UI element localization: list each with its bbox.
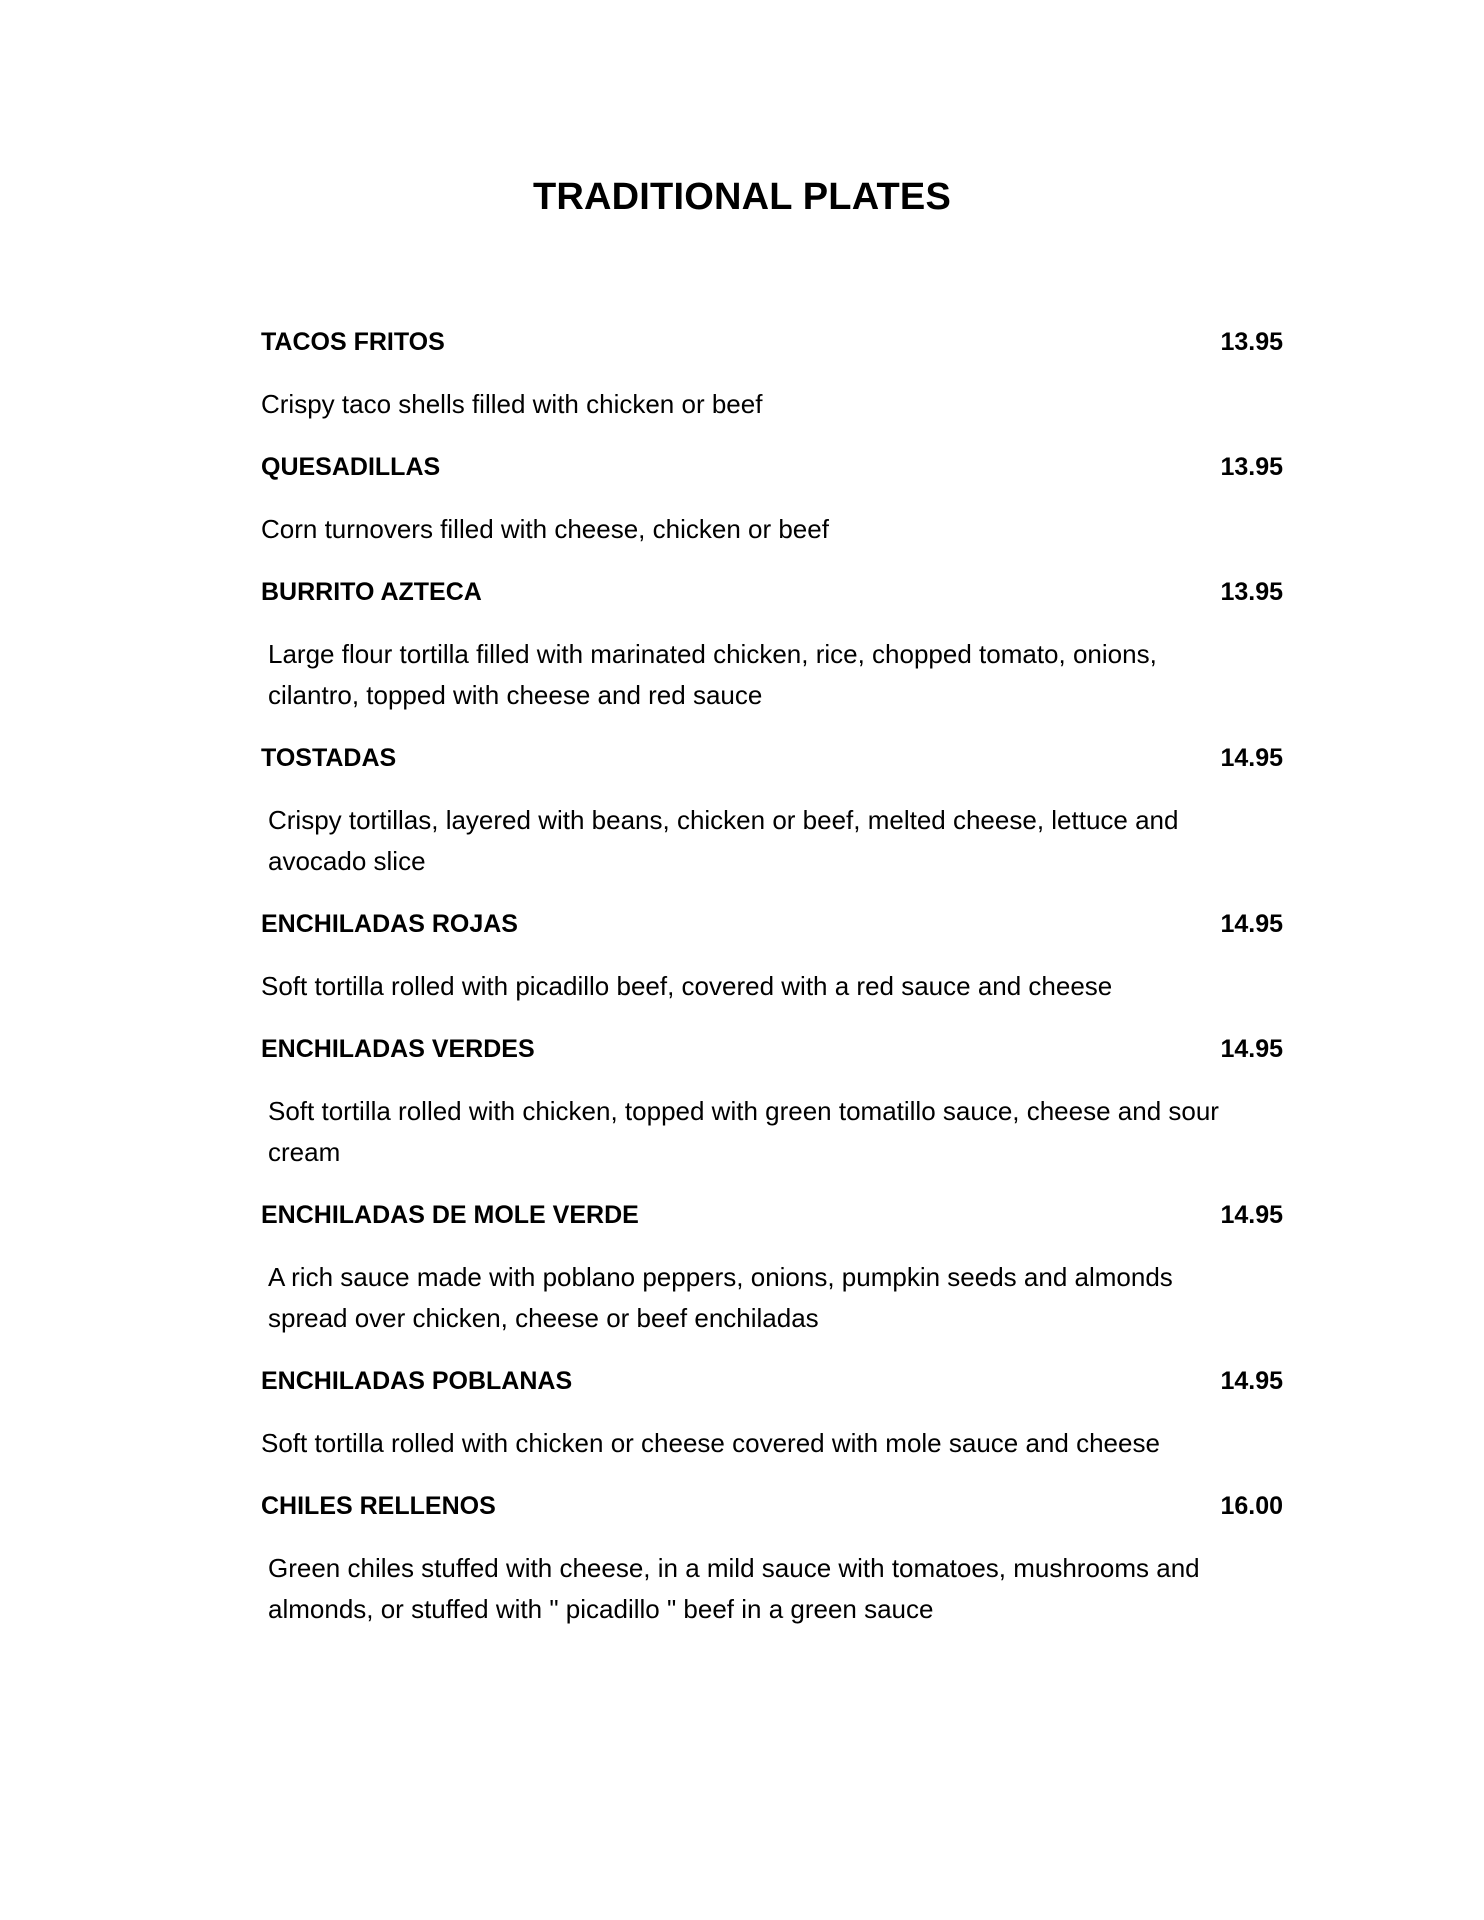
menu-item-name: ENCHILADAS ROJAS	[261, 910, 518, 938]
menu-item-header	[261, 1359, 1283, 1403]
menu-item-price: 14.95	[1220, 1367, 1283, 1395]
menu-item-description: Corn turnovers filled with cheese, chicken or beef	[261, 514, 829, 544]
menu-item-name: TACOS FRITOS	[261, 328, 445, 356]
menu-item-description: Large flour tortilla filled with marinated chicken, rice, chopped tomato, onions, cilantro, topped with cheese and red sauce	[268, 639, 1157, 710]
menu-item-chiles-rellenos	[261, 1484, 1283, 1630]
menu-item-quesadillas	[261, 445, 1283, 550]
menu-item-description: Soft tortilla rolled with chicken or cheese covered with mole sauce and cheese	[261, 1428, 1160, 1458]
menu-item-name: ENCHILADAS VERDES	[261, 1035, 535, 1063]
menu-item-price: 13.95	[1220, 578, 1283, 606]
menu-item-burrito-azteca	[261, 570, 1283, 716]
menu-item-description: Soft tortilla rolled with chicken, topped with green tomatillo sauce, cheese and sour cream	[268, 1096, 1219, 1167]
menu-item-header	[261, 570, 1283, 614]
menu-item-name: ENCHILADAS POBLANAS	[261, 1367, 573, 1395]
menu-item-description: Crispy taco shells filled with chicken or beef	[261, 389, 763, 419]
menu-item-name: BURRITO AZTECA	[261, 578, 482, 606]
menu-item-description: A rich sauce made with poblano peppers, onions, pumpkin seeds and almonds spread over chicken, cheese or beef enchiladas	[268, 1262, 1173, 1333]
menu-item-header	[261, 902, 1283, 946]
menu-item-name: CHILES RELLENOS	[261, 1492, 496, 1520]
menu-item-header	[261, 320, 1283, 364]
menu-item-price: 14.95	[1220, 1035, 1283, 1063]
menu-item-header	[261, 1027, 1283, 1071]
menu-item-price: 13.95	[1220, 328, 1283, 356]
menu-item-description: Soft tortilla rolled with picadillo beef, covered with a red sauce and cheese	[261, 971, 1113, 1001]
menu-item-enchiladas-de-mole-verde	[261, 1193, 1283, 1339]
menu-list	[261, 320, 1283, 1650]
menu-item-tacos-fritos	[261, 320, 1283, 425]
menu-item-enchiladas-poblanas	[261, 1359, 1283, 1464]
menu-item-name: TOSTADAS	[261, 744, 397, 772]
menu-item-name: QUESADILLAS	[261, 453, 441, 481]
menu-item-description: Green chiles stuffed with cheese, in a mild sauce with tomatoes, mushrooms and almonds, or stuffed with " picadillo " beef in a green sauce	[268, 1553, 1200, 1624]
menu-item-price: 14.95	[1220, 1201, 1283, 1229]
menu-item-price: 13.95	[1220, 453, 1283, 481]
menu-item-header	[261, 445, 1283, 489]
menu-item-tostadas	[261, 736, 1283, 882]
menu-item-name: ENCHILADAS DE MOLE VERDE	[261, 1201, 639, 1229]
menu-item-price: 14.95	[1220, 910, 1283, 938]
menu-item-header	[261, 1484, 1283, 1528]
menu-item-enchiladas-verdes	[261, 1027, 1283, 1173]
menu-item-enchiladas-rojas	[261, 902, 1283, 1007]
menu-item-header	[261, 1193, 1283, 1237]
page-title: TRADITIONAL PLATES	[532, 176, 952, 218]
menu-item-price: 14.95	[1220, 744, 1283, 772]
menu-item-price: 16.00	[1220, 1492, 1283, 1520]
menu-item-header	[261, 736, 1283, 780]
menu-item-description: Crispy tortillas, layered with beans, chicken or beef, melted cheese, lettuce and avocado slice	[268, 805, 1179, 876]
